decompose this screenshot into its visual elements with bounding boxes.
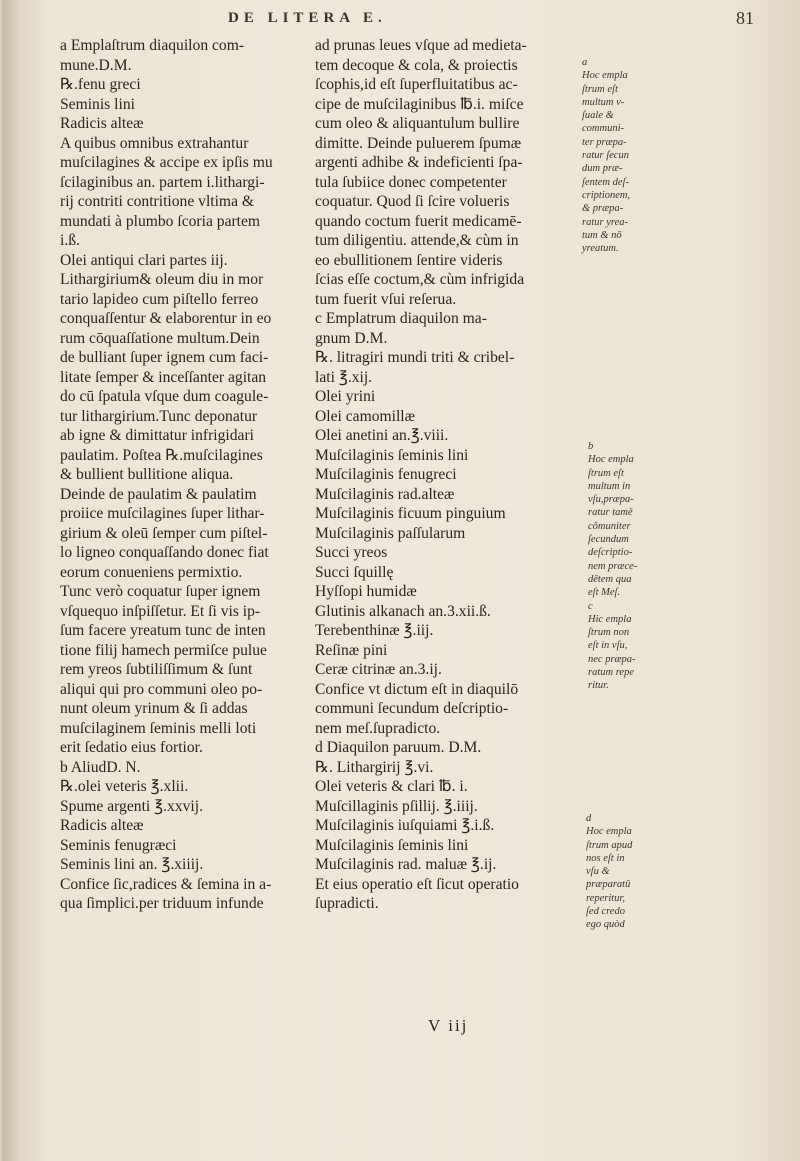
- text-line: cum oleo & aliquantulum bullire: [315, 115, 520, 132]
- text-line: vſquequo inſpiſſetur. Et ſi vis ip-: [60, 602, 261, 620]
- margin-note-line: ratur yrea-: [582, 216, 628, 228]
- text-line: rij contriti contritione vltima &: [60, 193, 255, 210]
- text-line: ℞. Lithargirij ℥.vi.: [315, 758, 434, 776]
- text-line: communi ſecundum deſcriptio-: [315, 700, 509, 717]
- text-line: Ceræ citrinæ an.3.ij.: [315, 661, 442, 678]
- running-title: DE LITERA E.: [228, 10, 387, 26]
- text-line: tione filij hamech permiſce pulue: [60, 641, 267, 659]
- margin-note-line: ritur.: [588, 680, 609, 692]
- margin-note-line: criptionem,: [582, 189, 631, 201]
- text-line: ad prunas leues vſque ad medieta-: [315, 37, 527, 54]
- text-line: Reſinæ pini: [315, 641, 388, 659]
- text-line: girium & oleū ſemper cum piſtel-: [60, 524, 268, 542]
- margin-note-line: tum & nō: [582, 229, 622, 241]
- margin-note-line: ego quòd: [586, 919, 625, 931]
- text-line: lo ligneo conquaſſando donec fiat: [60, 544, 269, 561]
- text-line: tario lapideo cum piſtello ferreo: [60, 290, 259, 308]
- margin-note-line: Hic empla: [588, 613, 632, 625]
- margin-note-line: Hoc empla: [588, 454, 634, 466]
- text-line: Spume argenti ℥.xxvij.: [60, 797, 203, 815]
- text-line: ℞.olei veteris ℥.xlii.: [60, 778, 189, 795]
- text-line: Olei yrini: [315, 388, 376, 405]
- margin-note-a: [582, 56, 682, 255]
- margin-note-line: b: [588, 441, 594, 452]
- text-line: do cū ſpatula vſque dum coagule-: [60, 388, 269, 405]
- text-line: rum cōquaſſatione multum.Dein: [60, 329, 260, 347]
- margin-note-line: ſecundum: [588, 534, 629, 546]
- text-line: mundati à plumbo ſcoria partem: [60, 212, 261, 230]
- text-line: Hyſſopi humidæ: [315, 583, 417, 600]
- text-line: ℞. litragiri mundi triti & cribel-: [315, 349, 515, 366]
- middle-text-column: [315, 36, 577, 914]
- margin-note-line: ratur tamē: [588, 507, 633, 519]
- text-line: Seminis lini an. ℥.xiiij.: [60, 856, 204, 873]
- text-line: Muſcilaginis rad. maluæ ℥.ij.: [315, 856, 497, 873]
- text-line: Olei veteris & clari ℔. i.: [315, 778, 468, 795]
- page-number: 81: [736, 8, 754, 28]
- margin-note-line: ſentem deſ-: [582, 176, 629, 188]
- margin-note-line: a: [582, 57, 588, 68]
- margin-note-line: reperitur,: [586, 892, 625, 904]
- text-line: coquatur. Quod ſi ſcire volueris: [315, 193, 510, 210]
- text-line: lati ℥.xij.: [315, 368, 373, 386]
- text-line: aliqui qui pro communi oleo po-: [60, 680, 263, 698]
- text-line: Radicis alteæ: [60, 817, 144, 834]
- text-line: quando coctum fuerit medicamē-: [315, 212, 522, 230]
- text-line: rem yreos ſubtiliſſimum & ſunt: [60, 661, 253, 678]
- text-line: Muſcilaginis ſeminis lini: [315, 836, 469, 854]
- margin-note-line: ratum repe: [588, 667, 634, 679]
- text-line: erit ſedatio eius fortior.: [60, 739, 203, 756]
- text-line: argenti adhibe & indeficienti ſpa-: [315, 154, 523, 171]
- margin-note-line: ſuale &: [582, 110, 614, 122]
- text-line: paulatim. Poſtea ℞.muſcilagines: [60, 446, 263, 464]
- left-text-column: [60, 36, 316, 914]
- margin-note-line: vſu &: [586, 866, 610, 878]
- margin-note-line: nem præce-: [588, 560, 638, 572]
- text-line: A quibus omnibus extrahantur: [60, 134, 249, 152]
- text-line: tum fuerit vſui reſerua.: [315, 290, 457, 308]
- text-line: Confice ſic,radices & ſemina in a-: [60, 875, 272, 893]
- text-line: litate ſemper & inceſſanter agitan: [60, 368, 267, 386]
- margin-note-line: multum in: [588, 480, 631, 492]
- margin-note-line: nos eſt in: [586, 852, 625, 864]
- text-line: ab igne & dimittatur infrigidari: [60, 427, 255, 444]
- text-line: eorum conueniens permixtio.: [60, 563, 243, 581]
- text-line: nunt oleum yrinum & ſi addas: [60, 700, 248, 717]
- text-line: Confice vt dictum eſt in diaquilō: [315, 680, 519, 698]
- text-line: Terebenthinæ ℥.iij.: [315, 622, 434, 639]
- text-line: b AliudD. N.: [60, 758, 141, 776]
- margin-note-b-c: [588, 440, 688, 693]
- text-line: muſcilaginem ſeminis melli loti: [60, 719, 257, 737]
- text-line: ſcophis,id eſt ſuperfluitatibus ac-: [315, 76, 518, 93]
- text-line: Glutinis alkanach an.3.xii.ß.: [315, 602, 491, 620]
- text-line: tur lithargirium.Tunc deponatur: [60, 407, 258, 425]
- text-line: c Emplatrum diaquilon ma-: [315, 310, 487, 327]
- margin-note-line: præparatū: [586, 879, 631, 891]
- text-line: Et eius operatio eſt ſicut operatio: [315, 875, 519, 893]
- text-line: Seminis fenugræci: [60, 836, 177, 854]
- text-line: d Diaquilon paruum. D.M.: [315, 739, 482, 756]
- text-line: Succi yreos: [315, 544, 388, 561]
- text-line: Olei anetini an.℥.viii.: [315, 427, 449, 444]
- margin-note-line: Hoc empla: [586, 826, 632, 838]
- text-line: cipe de muſcilaginibus ℔.i. miſce: [315, 95, 524, 113]
- margin-note-line: ſtrum eſt: [582, 83, 618, 95]
- text-line: mune.D.M.: [60, 56, 132, 74]
- signature-mark: V iij: [428, 1016, 469, 1035]
- margin-note-line: & præpa-: [582, 203, 624, 215]
- margin-note-line: c: [588, 600, 593, 612]
- margin-note-line: vſu,præpa-: [588, 494, 634, 506]
- text-line: conquaſſentur & elaborentur in eo: [60, 310, 272, 327]
- text-line: Radicis alteæ: [60, 115, 144, 132]
- text-line: Succi ſquillę: [315, 563, 394, 581]
- text-line: ℞.fenu greci: [60, 76, 141, 93]
- margin-note-line: nec præpa-: [588, 653, 636, 665]
- text-line: de bulliant ſuper ignem cum faci-: [60, 349, 269, 366]
- text-line: Seminis lini: [60, 95, 135, 113]
- text-line: a Emplaſtrum diaquilon com-: [60, 37, 245, 54]
- margin-note-line: deſcriptio-: [588, 547, 633, 559]
- text-line: i.ß.: [60, 232, 80, 249]
- margin-note-line: dētem qua: [588, 573, 632, 585]
- text-line: Muſcilaginis paſſularum: [315, 524, 466, 542]
- text-line: Muſcilaginis ficuum pinguium: [315, 505, 506, 522]
- margin-note-d: [586, 812, 686, 932]
- text-line: nem meſ.ſupradicto.: [315, 719, 441, 737]
- text-line: muſcilagines & accipe ex ipſis mu: [60, 154, 273, 171]
- text-line: dimitte. Deinde puluerem ſpumæ: [315, 134, 522, 152]
- text-line: Muſcillaginis pſillij. ℥.iiij.: [315, 797, 478, 815]
- margin-note-line: ter præpa-: [582, 136, 627, 148]
- text-line: ſum facere yreatum tunc de inten: [60, 622, 266, 639]
- margin-note-line: ſtrum eſt: [588, 467, 624, 479]
- margin-note-line: d: [586, 813, 592, 824]
- margin-note-line: ſtrum non: [588, 627, 630, 639]
- text-line: gnum D.M.: [315, 329, 388, 347]
- text-line: ſcilaginibus an. partem i.lithargi-: [60, 173, 265, 191]
- margin-note-line: yreatum.: [582, 243, 619, 255]
- text-line: Deinde de paulatim & paulatim: [60, 485, 257, 503]
- text-line: Lithargirium& oleum diu in mor: [60, 271, 264, 288]
- text-line: ſupradicti.: [315, 895, 379, 912]
- text-line: qua ſimplici.per triduum infunde: [60, 895, 264, 912]
- margin-note-line: eſt Meſ.: [588, 587, 621, 599]
- text-line: Muſcilaginis ſeminis lini: [315, 446, 469, 464]
- text-line: tula ſubiice donec competenter: [315, 173, 507, 191]
- margin-note-line: communi-: [582, 123, 624, 135]
- text-line: tum diligentiu. attende,& cùm in: [315, 232, 519, 249]
- page-header: [0, 10, 800, 36]
- text-line: Olei antiqui clari partes iij.: [60, 251, 228, 269]
- margin-note-line: eſt in vſu,: [588, 640, 628, 652]
- margin-note-line: dum præ-: [582, 163, 623, 175]
- text-line: Muſcilaginis iuſquiami ℥.i.ß.: [315, 817, 495, 834]
- margin-note-line: cōmuniter: [588, 520, 631, 532]
- margin-note-line: Hoc empla: [582, 70, 628, 82]
- text-line: ſcias eſſe coctum,& cùm infrigida: [315, 271, 525, 288]
- page-edge-shadow: [2, 0, 20, 1161]
- text-line: Tunc verò coquatur ſuper ignem: [60, 583, 261, 600]
- margin-note-line: ſed credo: [586, 906, 625, 918]
- margin-note-line: ratur ſecun: [582, 150, 629, 162]
- text-line: tem decoque & cola, & proiectis: [315, 56, 518, 74]
- text-line: Olei camomillæ: [315, 407, 416, 425]
- text-line: proiice muſcilagines ſuper lithar-: [60, 505, 265, 522]
- margin-note-line: ſtrum apud: [586, 839, 633, 851]
- text-line: & bullient bullitione aliqua.: [60, 466, 234, 483]
- text-line: Muſcilaginis fenugreci: [315, 466, 457, 483]
- text-line: eo ebullitionem ſentire videris: [315, 251, 503, 269]
- margin-note-line: multum v-: [582, 96, 625, 108]
- text-line: Muſcilaginis rad.alteæ: [315, 485, 455, 503]
